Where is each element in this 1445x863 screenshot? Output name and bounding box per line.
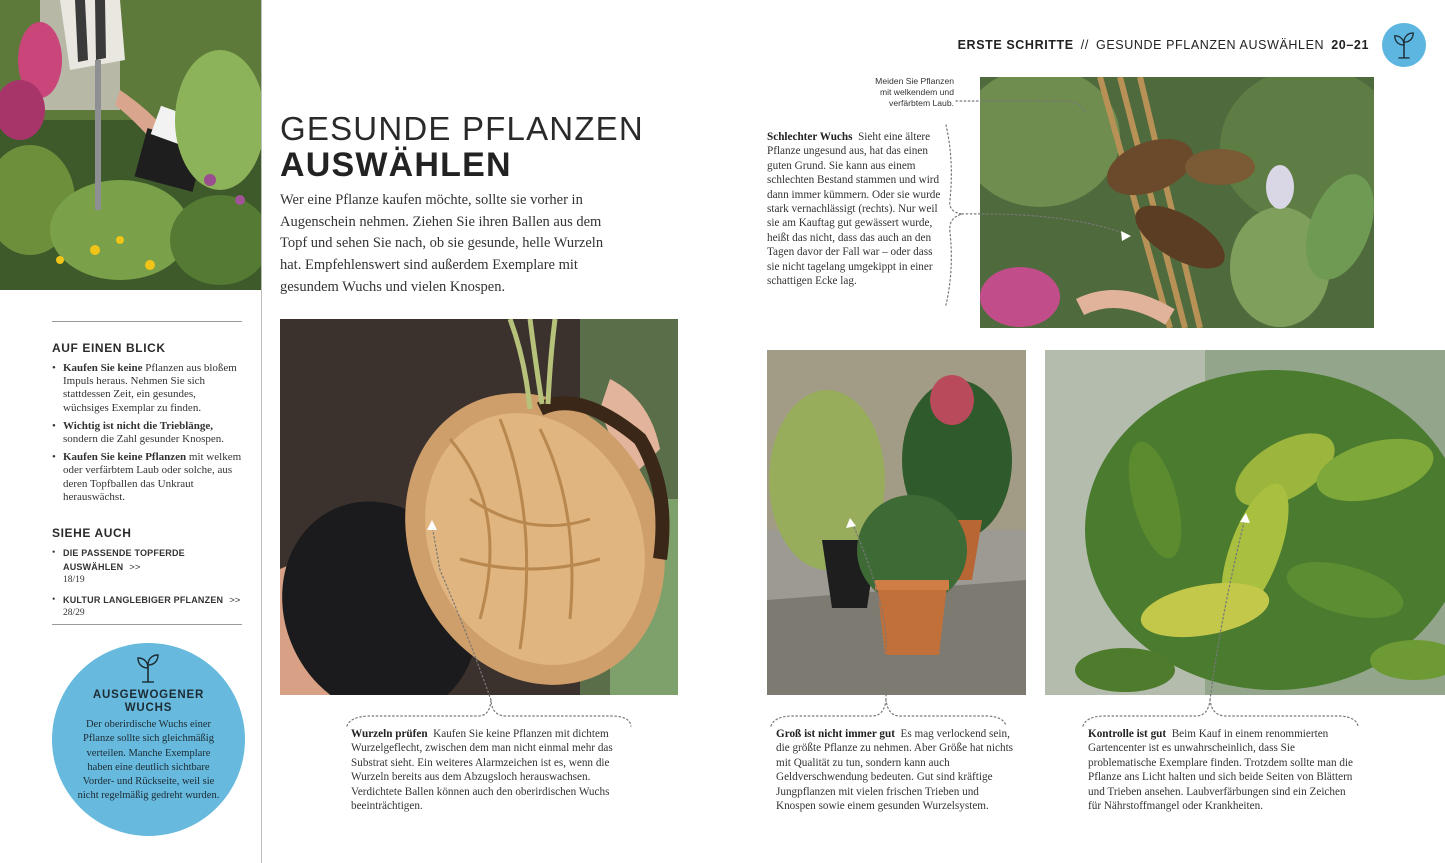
tip-text: Der oberirdische Wuchs einer Pflanze sollte sich gleichmäßig verteilen. Manche Exemplare haben eine deutlich sichtbare Vorder- und Rückseite, weil sie nicht regelmäßig gedreht wurden. <box>77 719 220 802</box>
caption-bad-growth: Schlechter Wuchs Sieht eine ältere Pflanze ungesund aus, hat das einen guten Grund. Sie kann aus einem schlechten Bestand stammen und wird dann immer kümmern. Oder sie wurde stark vernachlässigt (rechts). Nur weil sie am Kauftag gut gewässert wurde, heißt das nicht, dass das auch an den Tagen davor der Fall war – oder dass sie nicht tagelang umgekippt in einer schattigen Ecke lag. <box>767 131 941 288</box>
page-title-line2: AUSWÄHLEN <box>280 146 512 184</box>
running-header <box>958 38 1369 52</box>
sidebar-rule-bottom <box>52 624 242 625</box>
caption-size: Groß ist nicht immer gut Es mag verlockend sein, die größte Pflanze zu nehmen. Aber Größe hat nichts mit Qualität zu tun, sondern kann auch Geldverschwendung bedeuten. Gut sind kräftige Jungpflanzen mit vielen frischen Trieben und Knospen sowie einem gesunden Wurzelsystem. <box>776 728 1014 813</box>
see-also-heading: SIEHE AUCH <box>52 526 132 540</box>
list-item: • Kaufen Sie keine Pflanzen mit welkem oder verfärbtem Laub oder solche, aus deren Topfballen das Unkraut herauswächst. <box>52 451 244 504</box>
list-item: • Kaufen Sie keine Pflanzen aus bloßem Impuls heraus. Nehmen Sie sich stattdessen Zeit, ein gesundes, wüchsiges Exemplar zu finden. <box>52 362 244 415</box>
intro-paragraph: Wer eine Pflanze kaufen möchte, sollte sie vorher in Augenschein nehmen. Ziehen Sie ihren Ballen aus dem Topf und sehen Sie nach, ob sie gesunde, helle Wurzeln hat. Empfehlenswert sind außerdem Exemplare mit gesundem Wuchs und vielen Knospen. <box>280 192 604 295</box>
caption-roots: Wurzeln prüfen Kaufen Sie keine Pflanzen mit dichtem Wurzelgeflecht, zwischen dem man nicht einmal mehr das Substrat sieht. Ein weiteres Alarmzeichen ist es, wenn die Wurzeln bereits aus dem Abzugsloch herauswachsen. Verdichtete Ballen können auch den oberirdischen Wuchs beeinträchtigen. <box>351 728 613 813</box>
tip-title: AUSGEWOGENER WUCHS <box>92 689 205 714</box>
section-name: ERSTE SCHRITTE <box>957 38 1074 52</box>
header-badge <box>1382 23 1426 67</box>
see-also-list <box>52 547 252 627</box>
sidebar-rule-top <box>52 321 242 322</box>
caption-check: Kontrolle ist gut Beim Kauf in einem renommierten Gartencenter ist es unwahrscheinlich, dass Sie problematische Exemplare finden. Trotzdem sollte man die Pflanze ans Licht halten und sich beide Seiten von Blättern und Trieben ansehen. Laubverfärbungen sind ein Zeichen für Nährstoffmangel oder Krankheiten. <box>1088 728 1354 813</box>
tip-box <box>52 643 245 836</box>
sprout-icon <box>135 653 161 683</box>
column-divider <box>261 0 262 863</box>
header-separator: // <box>1080 38 1089 52</box>
see-also-link[interactable]: • DIE PASSENDE TOPFERDE AUSWÄHLEN >> 18/19 <box>52 547 252 587</box>
potted-plants-photo <box>767 350 1026 695</box>
topic-name: GESUNDE PFLANZEN AUSWÄHLEN <box>1096 38 1325 52</box>
leaf-closeup-photo <box>1045 350 1445 695</box>
photo-callout: Meiden Sie Pflanzen mit welkendem und verfärbtem Laub. <box>875 76 954 108</box>
sprout-icon <box>1392 31 1416 59</box>
page-numbers: 20–21 <box>1331 38 1369 52</box>
root-ball-photo <box>280 319 678 695</box>
at-a-glance-list <box>52 362 244 509</box>
see-also-link[interactable]: • KULTUR LANGLEBIGER PFLANZEN >> 28/29 <box>52 594 252 620</box>
at-a-glance-heading: AUF EINEN BLICK <box>52 341 166 355</box>
list-item: • Wichtig ist nicht die Trieblänge, sondern die Zahl gesunder Knospen. <box>52 420 244 446</box>
garden-center-photo <box>0 0 262 290</box>
page-title-line1: GESUNDE PFLANZEN <box>280 110 644 147</box>
wilted-plant-photo <box>980 77 1374 328</box>
